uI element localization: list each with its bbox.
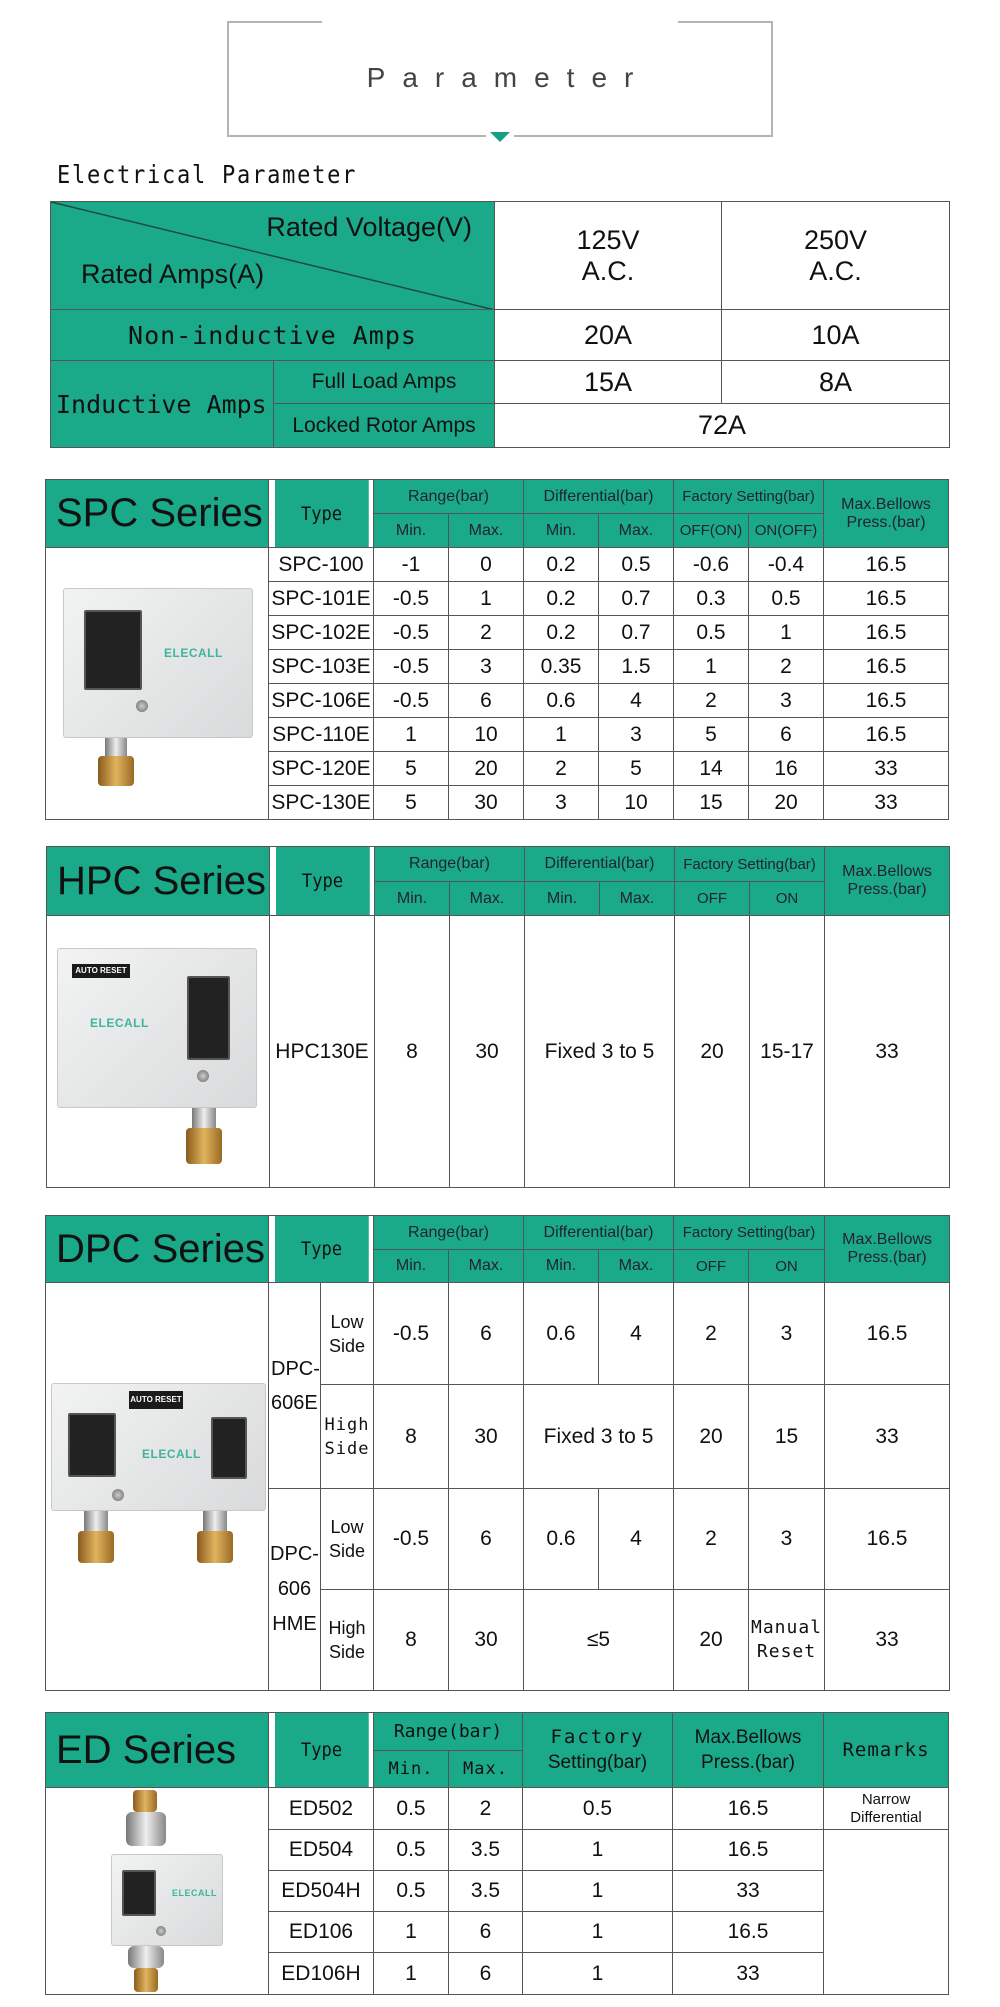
cell: 1 [374, 718, 449, 752]
on-cell: 3 [749, 1283, 825, 1385]
range-max-cell: 30 [449, 1590, 524, 1691]
on-line1: Manual [751, 1617, 823, 1638]
off-header: OFF [674, 1250, 749, 1283]
electrical-section-title: Electrical Parameter [57, 160, 358, 189]
type-cell: SPC-100 [269, 548, 374, 582]
factory-header-line1: Factory [550, 1726, 645, 1748]
range-min-cell: 8 [375, 916, 450, 1188]
cell: 1 [523, 1830, 673, 1871]
cell: 5 [674, 718, 749, 752]
voltage-type: A.C. [809, 255, 862, 286]
off-cell: 20 [674, 1590, 749, 1691]
type-cell: ED106H [269, 1953, 374, 1995]
page-title: Parameter [366, 62, 651, 93]
low-side-label [321, 1283, 374, 1385]
type-cell: SPC-103E [269, 650, 374, 684]
cell: 0.3 [674, 582, 749, 616]
bellows-bottom [128, 1946, 164, 1968]
cell: 1 [523, 1953, 673, 1995]
brand-logo: ELECALL [164, 646, 223, 660]
cell: 16.5 [673, 1788, 824, 1830]
cell: 6 [449, 684, 524, 718]
diff-min-header: Min. [525, 882, 600, 916]
cell: 1 [374, 1912, 449, 1953]
spc-product-photo [46, 548, 269, 820]
off-cell: 20 [674, 1385, 749, 1489]
diff-window [68, 1413, 116, 1477]
cell: 0.5 [674, 616, 749, 650]
factory-setting-header: Factory Setting(bar) [674, 480, 824, 514]
bellows-header-line2: Press.(bar) [701, 1752, 795, 1773]
cell: 33 [824, 786, 949, 820]
bellows-cell: 33 [825, 916, 950, 1188]
cell: 10 [599, 786, 674, 820]
screw-icon [156, 1926, 166, 1936]
inductive-label: Inductive Amps [51, 361, 274, 448]
remark-line2: Differential [850, 1808, 922, 1826]
on-header: ON [749, 1250, 825, 1283]
cell: 16.5 [824, 582, 949, 616]
range-header: Range(bar) [374, 1713, 523, 1751]
type-cell: ED106 [269, 1912, 374, 1953]
bellows-header-line1: Max.Bellows [842, 1231, 932, 1248]
cell: 1 [523, 1912, 673, 1953]
diff-max-cell: 4 [599, 1283, 674, 1385]
cell: 1 [523, 1871, 673, 1912]
cell: -0.5 [374, 684, 449, 718]
locked-rotor-label: Locked Rotor Amps [274, 404, 495, 448]
range-min-header: Min. [374, 1250, 449, 1283]
cell: 0.5 [374, 1871, 449, 1912]
type-cell: ED504H [269, 1871, 374, 1912]
type-cell: SPC-102E [269, 616, 374, 650]
cell: 16.5 [824, 684, 949, 718]
range-max-header: Max. [449, 1250, 524, 1283]
type-cell: SPC-130E [269, 786, 374, 820]
cell: -0.4 [749, 548, 824, 582]
diff-max-cell: 4 [599, 1489, 674, 1590]
cell: 16.5 [824, 548, 949, 582]
locked-rotor-value: 72A [495, 404, 950, 448]
cell: 0.35 [524, 650, 599, 684]
screw-icon [197, 1070, 209, 1082]
hpc-product-photo [47, 916, 270, 1188]
range-max-cell: 6 [449, 1283, 524, 1385]
cell: 0.7 [599, 582, 674, 616]
type-header: Type [274, 1713, 369, 1788]
dpc-product-photo [46, 1283, 269, 1691]
spc-series-title: SPC Series [46, 480, 269, 548]
cell: 3 [449, 650, 524, 684]
cell: 15 [674, 786, 749, 820]
diff-max-header: Max. [599, 514, 674, 548]
hpc-series-table [46, 846, 950, 1188]
side-line2: Side [328, 1335, 366, 1356]
differential-header: Differential(bar) [524, 480, 674, 514]
cell: 33 [673, 1953, 824, 1995]
bellows-header-line2: Press.(bar) [846, 513, 926, 531]
model-name-line3: HME [272, 1613, 317, 1635]
brand-logo: ELECALL [172, 1888, 217, 1898]
voltage-125-cell [495, 202, 722, 310]
rated-amps-label: Rated Amps(A) [81, 259, 265, 289]
cell: 0.5 [374, 1788, 449, 1830]
cell: 6 [749, 718, 824, 752]
brass-fitting-top [133, 1790, 157, 1812]
type-cell: SPC-101E [269, 582, 374, 616]
cell: 2 [449, 616, 524, 650]
full-load-label: Full Load Amps [274, 361, 495, 404]
remark-empty-cell [824, 1830, 949, 1995]
bellows-top [126, 1812, 166, 1846]
triangle-down-icon [490, 132, 510, 142]
diff-max-header: Max. [600, 882, 675, 916]
brass-fitting-bottom [134, 1968, 158, 1992]
cell: 0.2 [524, 616, 599, 650]
cell: 0.7 [599, 616, 674, 650]
non-inductive-label: Non-inductive Amps [51, 310, 495, 361]
bellows-cell: 33 [825, 1590, 950, 1691]
cell: 33 [673, 1871, 824, 1912]
cell: 3.5 [449, 1871, 523, 1912]
on-cell: 3 [749, 1489, 825, 1590]
electrical-table [50, 201, 950, 448]
bellows-cell: 16.5 [825, 1283, 950, 1385]
full-load-125: 15A [495, 361, 722, 404]
factory-header-line2: Setting(bar) [547, 1752, 648, 1773]
cell: 20 [749, 786, 824, 820]
ed-series-title: ED Series [46, 1713, 269, 1788]
cell: 16 [749, 752, 824, 786]
range-min-header: Min. [375, 882, 450, 916]
off-header: OFF [675, 882, 750, 916]
range-window [211, 1417, 247, 1479]
range-header: Range(bar) [375, 847, 525, 882]
brand-logo: ELECALL [90, 1016, 149, 1030]
cell: 33 [824, 752, 949, 786]
cell: 0.2 [524, 582, 599, 616]
cell: 6 [449, 1912, 523, 1953]
model-name-line2: 606E [271, 1391, 318, 1414]
range-max-cell: 6 [449, 1489, 524, 1590]
range-max-header: Max. [450, 882, 525, 916]
diff-min-cell: 0.6 [524, 1489, 599, 1590]
high-side-label [321, 1590, 374, 1691]
side-line2: Side [328, 1541, 366, 1561]
side-line2: Side [328, 1642, 366, 1662]
diff-min-header: Min. [524, 1250, 599, 1283]
bellows-header-line2: Press.(bar) [847, 881, 927, 898]
type-header: Type [274, 480, 369, 548]
model-name-line2: 606 [277, 1578, 312, 1600]
cell: 0.2 [524, 548, 599, 582]
high-side-label [321, 1385, 374, 1489]
cell: 16.5 [673, 1830, 824, 1871]
cell: -1 [374, 548, 449, 582]
bellows-header-line2: Press.(bar) [847, 1249, 927, 1266]
dpc-series-table [45, 1215, 950, 1691]
cell: 0 [449, 548, 524, 582]
ed-product-photo [46, 1788, 269, 1995]
remark-cell [824, 1788, 949, 1830]
off-cell: 2 [674, 1489, 749, 1590]
range-min-cell: 8 [374, 1385, 449, 1489]
cell: 2 [749, 650, 824, 684]
cell: 3 [524, 786, 599, 820]
spc-series-table [45, 479, 949, 820]
type-cell: SPC-110E [269, 718, 374, 752]
range-min-header: Min. [374, 514, 449, 548]
model-name-line1: DPC- [270, 1543, 319, 1565]
range-header: Range(bar) [374, 480, 524, 514]
type-header: Type [275, 847, 370, 916]
type-cell: ED504 [269, 1830, 374, 1871]
auto-reset-badge: AUTO RESET [129, 1391, 183, 1409]
screw-icon [112, 1489, 124, 1501]
cell: 0.5 [374, 1830, 449, 1871]
cell: 2 [674, 684, 749, 718]
range-max-cell: 30 [449, 1385, 524, 1489]
dial-window [84, 610, 142, 690]
range-min-header: Min. [374, 1751, 449, 1788]
type-cell: SPC-120E [269, 752, 374, 786]
model-name-line1: DPC- [271, 1357, 320, 1380]
brass-fitting-right [197, 1531, 233, 1563]
differential-header: Differential(bar) [524, 1216, 674, 1250]
cell: 5 [374, 786, 449, 820]
hpc-series-title: HPC Series [47, 847, 270, 916]
diff-max-header: Max. [599, 1250, 674, 1283]
cell: 0.5 [749, 582, 824, 616]
range-min-cell: -0.5 [374, 1489, 449, 1590]
cell: 4 [599, 684, 674, 718]
cell: 30 [449, 786, 524, 820]
cell: 1 [449, 582, 524, 616]
cell: 3.5 [449, 1830, 523, 1871]
range-header: Range(bar) [374, 1216, 524, 1250]
on-header: ON(OFF) [749, 514, 824, 548]
diff-min-header: Min. [524, 514, 599, 548]
cell: -0.5 [374, 616, 449, 650]
type-cell: SPC-106E [269, 684, 374, 718]
range-min-cell: 8 [374, 1590, 449, 1691]
cell: 2 [524, 752, 599, 786]
cell: 16.5 [824, 650, 949, 684]
differential-cell: ≤5 [524, 1590, 674, 1691]
bellows-header [825, 847, 950, 916]
cell: 20 [449, 752, 524, 786]
type-cell: HPC130E [270, 916, 375, 1188]
cell: 16.5 [824, 718, 949, 752]
cell: 1 [749, 616, 824, 650]
on-cell [749, 1590, 825, 1691]
cell: 5 [599, 752, 674, 786]
factory-setting-header: Factory Setting(bar) [675, 847, 825, 882]
voltage-value: 125V [576, 224, 640, 255]
voltage-value: 250V [803, 224, 868, 255]
cell: 6 [449, 1953, 523, 1995]
remarks-header: Remarks [824, 1713, 949, 1788]
bellows-cell: 33 [825, 1385, 950, 1489]
off-header: OFF(ON) [674, 514, 749, 548]
cell: 0.6 [524, 684, 599, 718]
cell: 14 [674, 752, 749, 786]
corner-header-cell [51, 202, 495, 310]
voltage-type: A.C. [581, 255, 635, 286]
on-cell: 15 [749, 1385, 825, 1489]
low-side-label [321, 1489, 374, 1590]
off-cell: 2 [674, 1283, 749, 1385]
cell: 1 [374, 1953, 449, 1995]
cell: -0.5 [374, 650, 449, 684]
cell: 1 [674, 650, 749, 684]
remark-line1: Narrow [861, 1790, 911, 1808]
full-load-250: 8A [722, 361, 950, 404]
title-frame-top-right [678, 21, 773, 23]
cell: -0.5 [374, 582, 449, 616]
cell: 1.5 [599, 650, 674, 684]
factory-setting-header [523, 1713, 673, 1788]
bellows-header-line1: Max.Bellows [694, 1727, 802, 1748]
cell: 10 [449, 718, 524, 752]
on-line2: Reset [756, 1641, 817, 1662]
bellows-header [673, 1713, 824, 1788]
bellows-header-line1: Max.Bellows [842, 863, 932, 880]
dpc-606e-model [269, 1283, 321, 1489]
range-max-cell: 30 [450, 916, 525, 1188]
cell: 5 [374, 752, 449, 786]
side-line1: High [324, 1414, 370, 1435]
non-inductive-125: 20A [495, 310, 722, 361]
ed-series-table [45, 1712, 949, 1995]
brand-logo: ELECALL [142, 1447, 201, 1461]
range-window [187, 976, 230, 1060]
differential-cell: Fixed 3 to 5 [524, 1385, 674, 1489]
rated-voltage-label: Rated Voltage(V) [266, 212, 472, 242]
bellows-header [824, 480, 949, 548]
dpc-606hme-model [269, 1489, 321, 1691]
bellows-header-line1: Max.Bellows [841, 495, 931, 513]
type-cell: ED502 [269, 1788, 374, 1830]
differential-header: Differential(bar) [525, 847, 675, 882]
diff-min-cell: 0.6 [524, 1283, 599, 1385]
cell: 16.5 [824, 616, 949, 650]
cell: 2 [449, 1788, 523, 1830]
brass-fitting-left [78, 1531, 114, 1563]
fitting-stem [192, 1108, 216, 1130]
title-frame-top-left [227, 21, 322, 23]
cell: 0.5 [523, 1788, 673, 1830]
off-cell: 20 [675, 916, 750, 1188]
screw-icon [136, 700, 148, 712]
on-cell: 15-17 [750, 916, 825, 1188]
side-line1: High [328, 1618, 366, 1638]
dial-window [122, 1870, 156, 1916]
cell: 3 [599, 718, 674, 752]
auto-reset-badge: AUTO RESET [72, 964, 130, 978]
range-max-header: Max. [449, 514, 524, 548]
range-min-cell: -0.5 [374, 1283, 449, 1385]
voltage-250-cell [722, 202, 950, 310]
cell: 1 [524, 718, 599, 752]
cell: -0.6 [674, 548, 749, 582]
fitting-stem [105, 738, 127, 758]
cell: 0.5 [599, 548, 674, 582]
range-max-header: Max. [449, 1751, 523, 1788]
type-header: Type [274, 1216, 369, 1283]
cell: 16.5 [673, 1912, 824, 1953]
factory-setting-header: Factory Setting(bar) [674, 1216, 825, 1250]
cell: 3 [749, 684, 824, 718]
on-header: ON [750, 882, 825, 916]
bellows-header [825, 1216, 950, 1283]
side-line1: Low [330, 1311, 364, 1332]
differential-cell: Fixed 3 to 5 [525, 916, 675, 1188]
dpc-series-title: DPC Series [46, 1216, 269, 1283]
brass-fitting [186, 1128, 222, 1164]
side-line1: Low [330, 1517, 364, 1537]
non-inductive-250: 10A [722, 310, 950, 361]
brass-fitting [98, 756, 134, 786]
bellows-cell: 16.5 [825, 1489, 950, 1590]
side-line2: Side [324, 1438, 370, 1459]
